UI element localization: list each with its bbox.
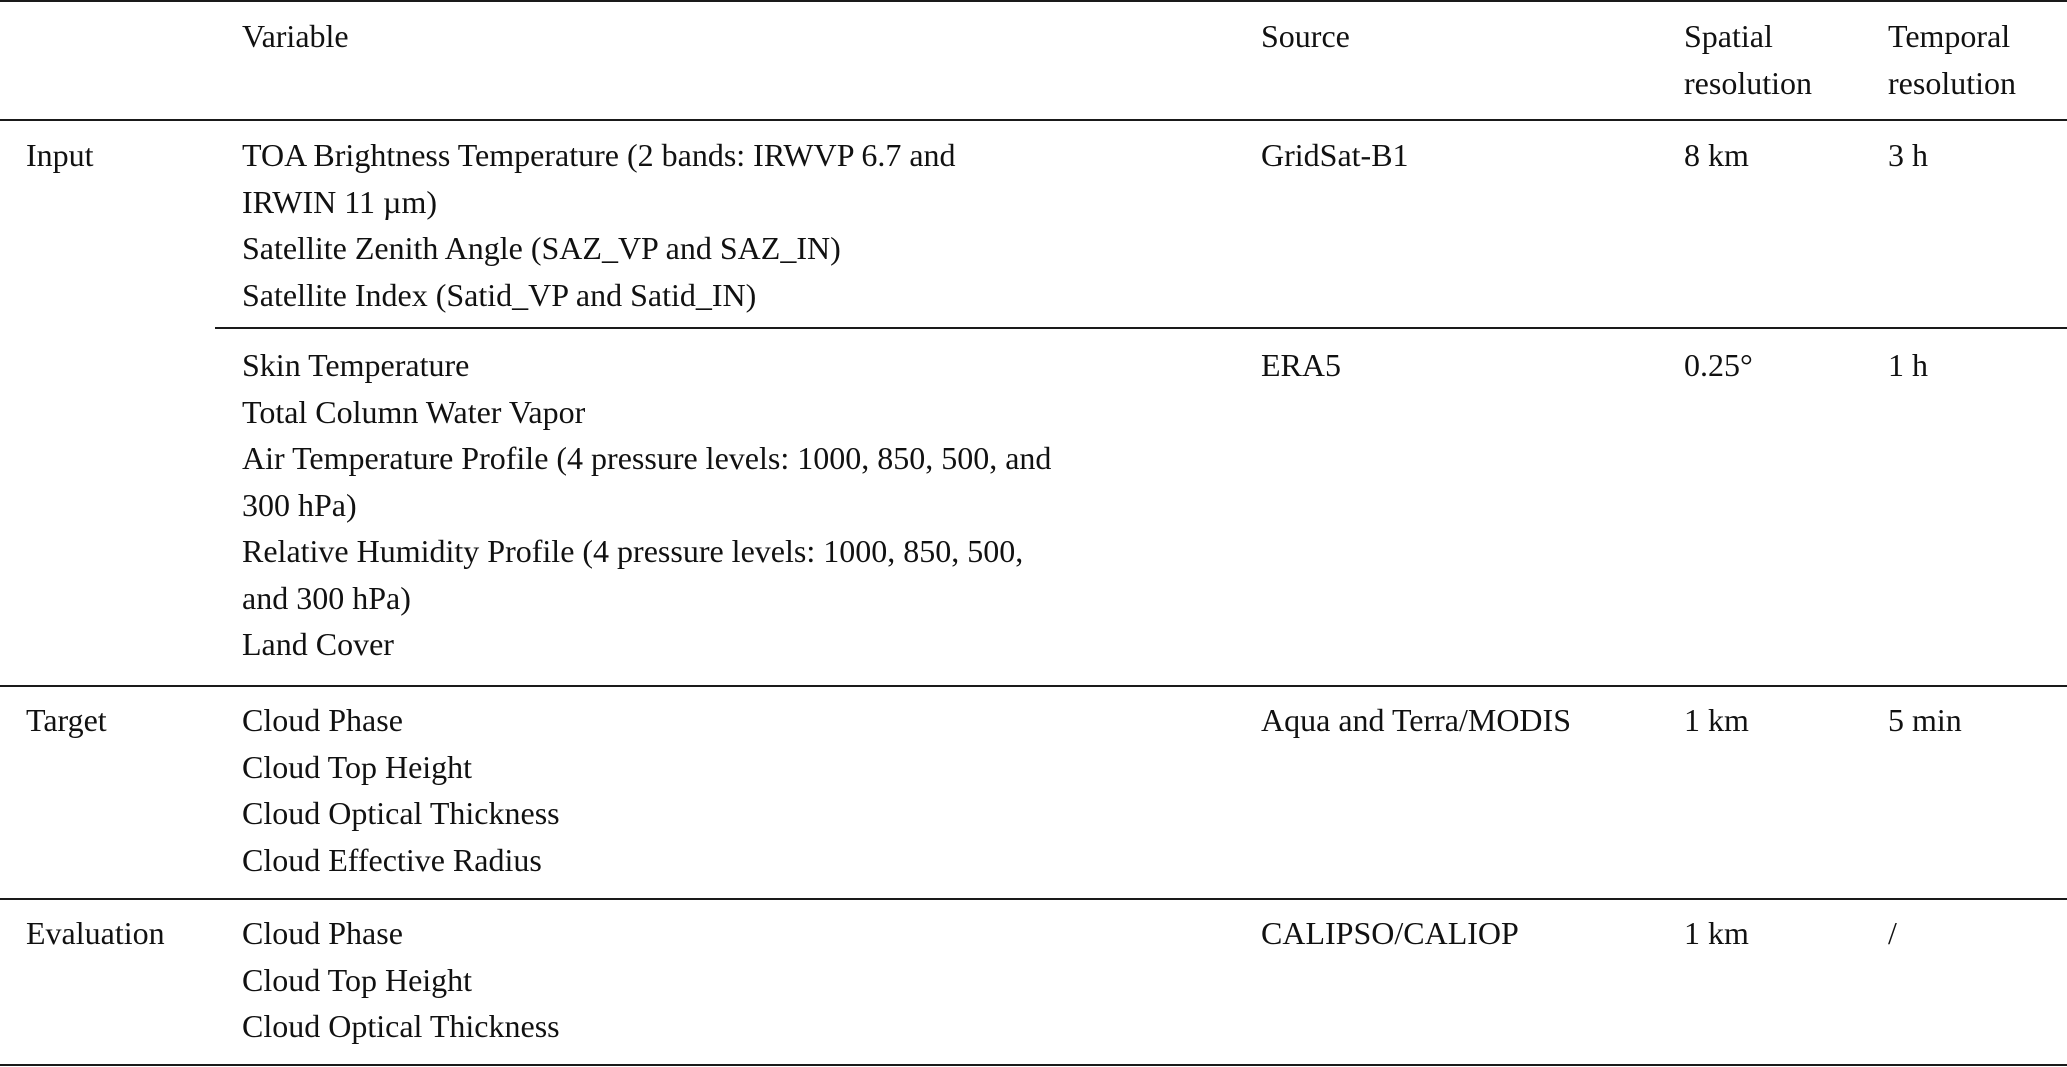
variable-line: TOA Brightness Temperature (2 bands: IRWVP 6.7 and: [242, 137, 956, 173]
row-spatial-resolution: 1 km: [1684, 915, 1749, 951]
input-rule: [0, 685, 2067, 687]
header-temporal-line-1: Temporal: [1888, 18, 2011, 54]
header-temporal-line-2: resolution: [1888, 64, 2016, 101]
variable-line: Cloud Effective Radius: [242, 841, 542, 878]
variable-line: Cloud Top Height: [242, 961, 473, 998]
variable-line: Cloud Phase: [242, 702, 403, 738]
header-rule: [0, 119, 2067, 121]
variable-line: Cloud Top Height: [242, 748, 473, 785]
row-spatial-resolution: 8 km: [1684, 137, 1749, 173]
row-source: GridSat-B1: [1261, 137, 1409, 173]
variable-line: Satellite Zenith Angle (SAZ_VP and SAZ_IN): [242, 230, 841, 266]
row-spatial-resolution: 1 km: [1684, 702, 1749, 738]
row-variables: [242, 697, 560, 883]
variable-line: Total Column Water Vapor: [242, 393, 586, 430]
row-section-label: Target: [26, 702, 107, 738]
header-source: Source: [1261, 18, 1350, 54]
input-sub-rule: [215, 327, 2067, 329]
row-variables: [242, 910, 560, 1050]
header-spatial-resolution: [1684, 13, 1812, 106]
variable-line: Cloud Phase: [242, 915, 403, 951]
bottom-rule: [0, 1064, 2067, 1066]
variable-line: Cloud Optical Thickness: [242, 795, 560, 831]
row-section-label: Evaluation: [26, 915, 165, 951]
row-temporal-resolution: 5 min: [1888, 702, 1962, 738]
row-temporal-resolution: 3 h: [1888, 137, 1928, 173]
row-variables: [242, 342, 1051, 668]
target-rule: [0, 898, 2067, 900]
header-spatial-line-2: resolution: [1684, 64, 1812, 101]
variable-line: Air Temperature Profile (4 pressure levels: 1000, 850, 500, and: [242, 440, 1052, 476]
variable-line: Relative Humidity Profile (4 pressure levels: 1000, 850, 500,: [242, 533, 1024, 569]
row-variables: [242, 132, 956, 318]
variable-line: 300 hPa): [242, 486, 357, 523]
variable-line: Skin Temperature: [242, 347, 470, 383]
variable-line: and 300 hPa): [242, 579, 411, 616]
row-temporal-resolution: /: [1888, 915, 1897, 951]
row-section-label: Input: [26, 137, 94, 173]
row-temporal-resolution: 1 h: [1888, 347, 1928, 383]
header-spatial-line-1: Spatial: [1684, 18, 1773, 54]
header-variable: Variable: [242, 18, 349, 54]
row-spatial-resolution: 0.25°: [1684, 347, 1753, 383]
row-source: ERA5: [1261, 347, 1341, 383]
row-source: Aqua and Terra/MODIS: [1261, 702, 1571, 738]
variable-line: Satellite Index (Satid_VP and Satid_IN): [242, 276, 757, 313]
header-temporal-resolution: [1888, 13, 2016, 106]
variable-line: Land Cover: [242, 626, 394, 662]
top-rule: [0, 0, 2067, 2]
variable-line: Cloud Optical Thickness: [242, 1008, 560, 1044]
variable-line: IRWIN 11 µm): [242, 183, 437, 220]
row-source: CALIPSO/CALIOP: [1261, 915, 1519, 951]
